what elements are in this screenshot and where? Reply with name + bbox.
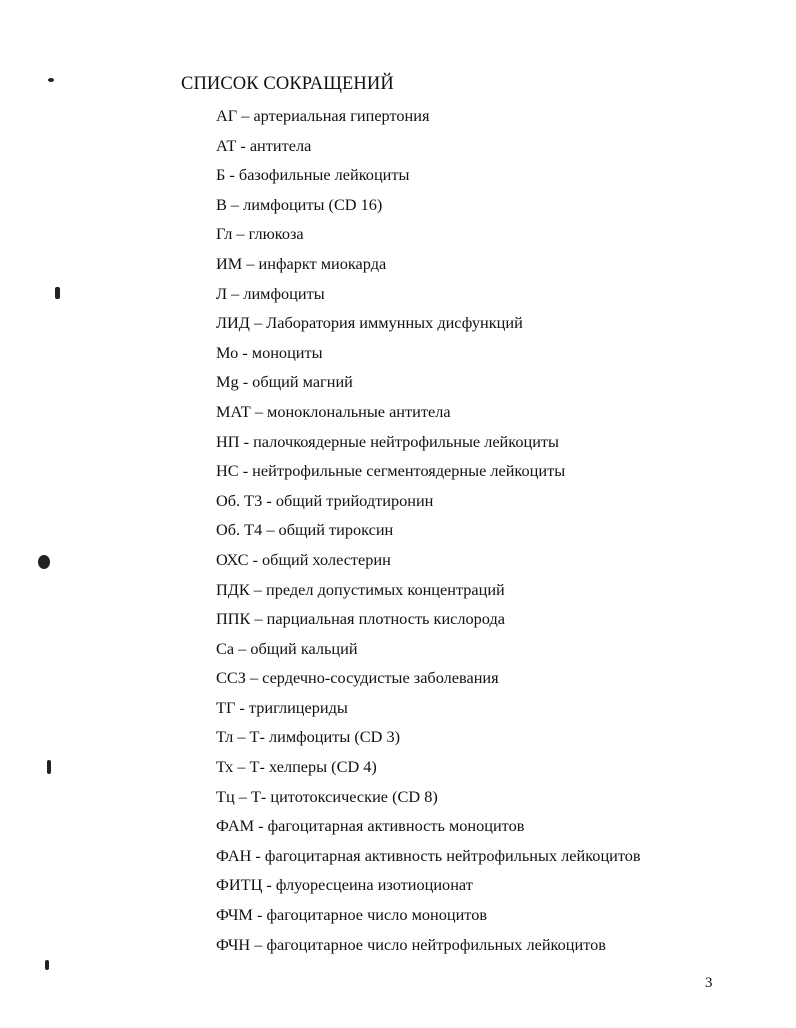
list-item: Л – лимфоциты: [216, 283, 325, 303]
page-number: 3: [705, 975, 713, 991]
list-item: Mg - общий магний: [216, 372, 353, 392]
list-item: НС - нейтрофильные сегментоядерные лейкоциты: [216, 461, 566, 481]
list-item: Тх – Т- хелперы (CD 4): [216, 757, 377, 777]
list-item: ССЗ – сердечно-сосудистые заболевания: [216, 668, 499, 688]
list-item: ФАН - фагоцитарная активность нейтрофильных лейкоцитов: [216, 845, 641, 865]
list-item: ЛИД – Лаборатория иммунных дисфункций: [216, 313, 523, 333]
list-item: ТГ - триглицериды: [216, 697, 348, 717]
page-title: СПИСОК СОКРАЩЕНИЙ: [181, 74, 394, 94]
list-item: МАТ – моноклональные антитела: [216, 401, 451, 421]
list-item: ФИТЦ - флуоресцеина изотиоционат: [216, 875, 473, 895]
list-item: ФАМ - фагоцитарная активность моноцитов: [216, 816, 525, 836]
list-item: Тц – Т- цитотоксические (CD 8): [216, 786, 438, 806]
list-item: Б - базофильные лейкоциты: [216, 165, 410, 185]
scan-speck: [38, 555, 50, 569]
list-item: ФЧМ - фагоцитарное число моноцитов: [216, 905, 488, 925]
list-item: НП - палочкоядерные нейтрофильные лейкоциты: [216, 431, 559, 451]
list-item: ИМ – инфаркт миокарда: [216, 253, 387, 273]
list-item: Об. Т3 - общий трийодтиронин: [216, 490, 434, 510]
list-item: АТ - антитела: [216, 135, 312, 155]
scan-speck: [47, 760, 51, 774]
list-item: ФЧН – фагоцитарное число нейтрофильных лейкоцитов: [216, 934, 606, 954]
scan-speck: [45, 960, 49, 970]
scan-speck: [55, 287, 60, 299]
list-item: В – лимфоциты (CD 16): [216, 194, 383, 214]
list-item: ППК – парциальная плотность кислорода: [216, 609, 505, 629]
abbreviation-list: [216, 103, 641, 961]
list-item: Об. Т4 – общий тироксин: [216, 520, 394, 540]
list-item: Гл – глюкоза: [216, 224, 304, 244]
list-item: ПДК – предел допустимых концентраций: [216, 579, 505, 599]
list-item: АГ – артериальная гипертония: [216, 106, 430, 125]
list-item: Са – общий кальций: [216, 638, 358, 658]
scan-speck: [48, 78, 54, 82]
list-item: Мо - моноциты: [216, 342, 323, 362]
list-item: Тл – Т- лимфоциты (CD 3): [216, 727, 401, 747]
list-item: ОХС - общий холестерин: [216, 549, 391, 569]
